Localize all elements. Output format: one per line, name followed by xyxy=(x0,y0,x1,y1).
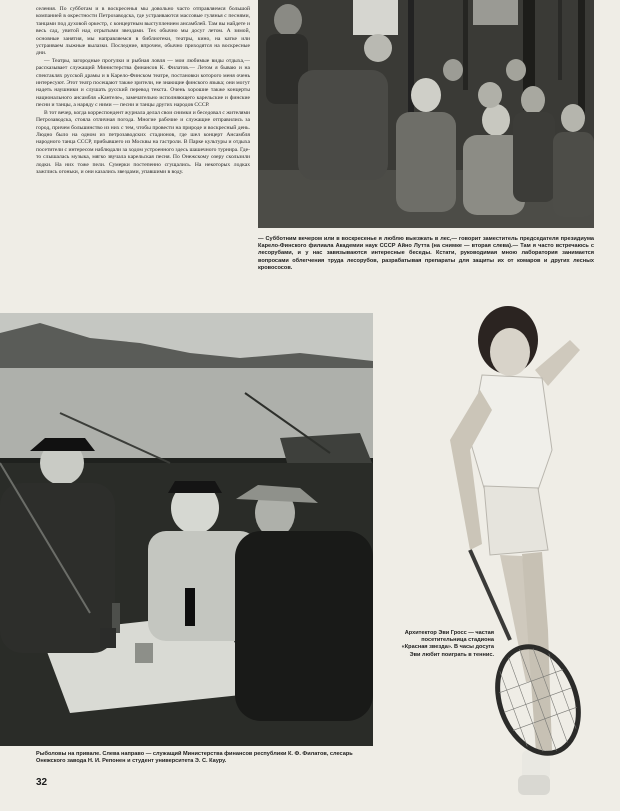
bottom-photo-caption: Рыболовы на привале. Слева направо — служащий Министерства финансов республики К. Ф. Филатов, слесарь Онежского завода Н. И. Репонен и студент университета Э. С. Кауру. xyxy=(36,751,353,765)
fishermen-photo xyxy=(0,313,373,746)
article-column xyxy=(36,6,250,176)
tennis-photo-caption: Архитектор Эви Гросс — частая посетительница стадиона «Красная звезда». В часы досуга Эви любит поиграть в теннис. xyxy=(401,630,494,658)
article-paragraph: В тот вечер, когда корреспондент журнала делал свои снимки и беседовал с жителями Петрозаводска, стояла отличная погода. Многие рабочие и служащие отправились за город, причем большинство из них с тем, чтобы провести на природе и воскресный день. Людно было на одном из петрозаводских стадионов, где шел концерт Ансамбля народного танца СССР, прибывшего из Москвы на гастроли. В Парке культуры и отдыха посетители с интересом наблюдали за ходом устроенного здесь шашечного турнира. Где-то слышалась музыка, мягко звучала карельская песня. По Онежскому озеру скользили лодки. На них тоже пели. Сумерки постепенно сгущались. На некоторых лодках зажглись огоньки, и они казались звездами, упавшими в воду. xyxy=(36,109,250,175)
article-paragraph: — Театры, загородные прогулки и рыбная ловля — мои любимые виды отдыха,— рассказывает служащий Министерства финансов К. Филатов.— Летом я бываю и на спектаклях русской драмы и в Карело-Финском театре, постановки которого меня очень интересуют. Этот театр посещают также зрители, не знающие финского языка; они могут надеть наушники и слушать русский перевод текста. Очень хорошие также концерты национального ансамбля «Кантеле», замечательно исполняющего карельские и финские песни и танцы, а наряду с ними — песни и танцы других народов СССР. xyxy=(36,57,250,109)
article-paragraph: селения. По субботам и в воскресенья мы довольно часто отправляемся большой компанией в окрестности Петрозаводска, где устраиваются массовые гулянья с песнями, танцами под духовой оркестр, с концертным выступлением ансамблей. Там вы найдете и весь сад, увитой над отрытыми звездами. Тех обычно мы досуг летом. А зимой, основные занятия, мы направляемся в библиотеки, театры, кино, на катке или устраиваем лыжные вылазки. Последние, впрочем, обычно приходятся на воскресные дни. xyxy=(36,6,250,57)
top-photo-caption: — Субботним вечером или в воскресенье я люблю выезжать в лес,— говорит заместитель председателя президиума Карело-Финского филиала Академии наук СССР Айно Лутта (на снимке — вторая слева).— Там я часто встречаюсь с лесорубами, и у нас завязываются интересные беседы. Кстати, руководимая мною лаборатория занимается вопросами облегчения труда лесорубов, разрабатывая препараты для защиты их от комаров и других лесных кровососов. xyxy=(258,236,594,271)
page-number: 32 xyxy=(36,777,48,788)
tennis-player-photo xyxy=(430,300,590,811)
forest-group-photo xyxy=(258,0,594,228)
